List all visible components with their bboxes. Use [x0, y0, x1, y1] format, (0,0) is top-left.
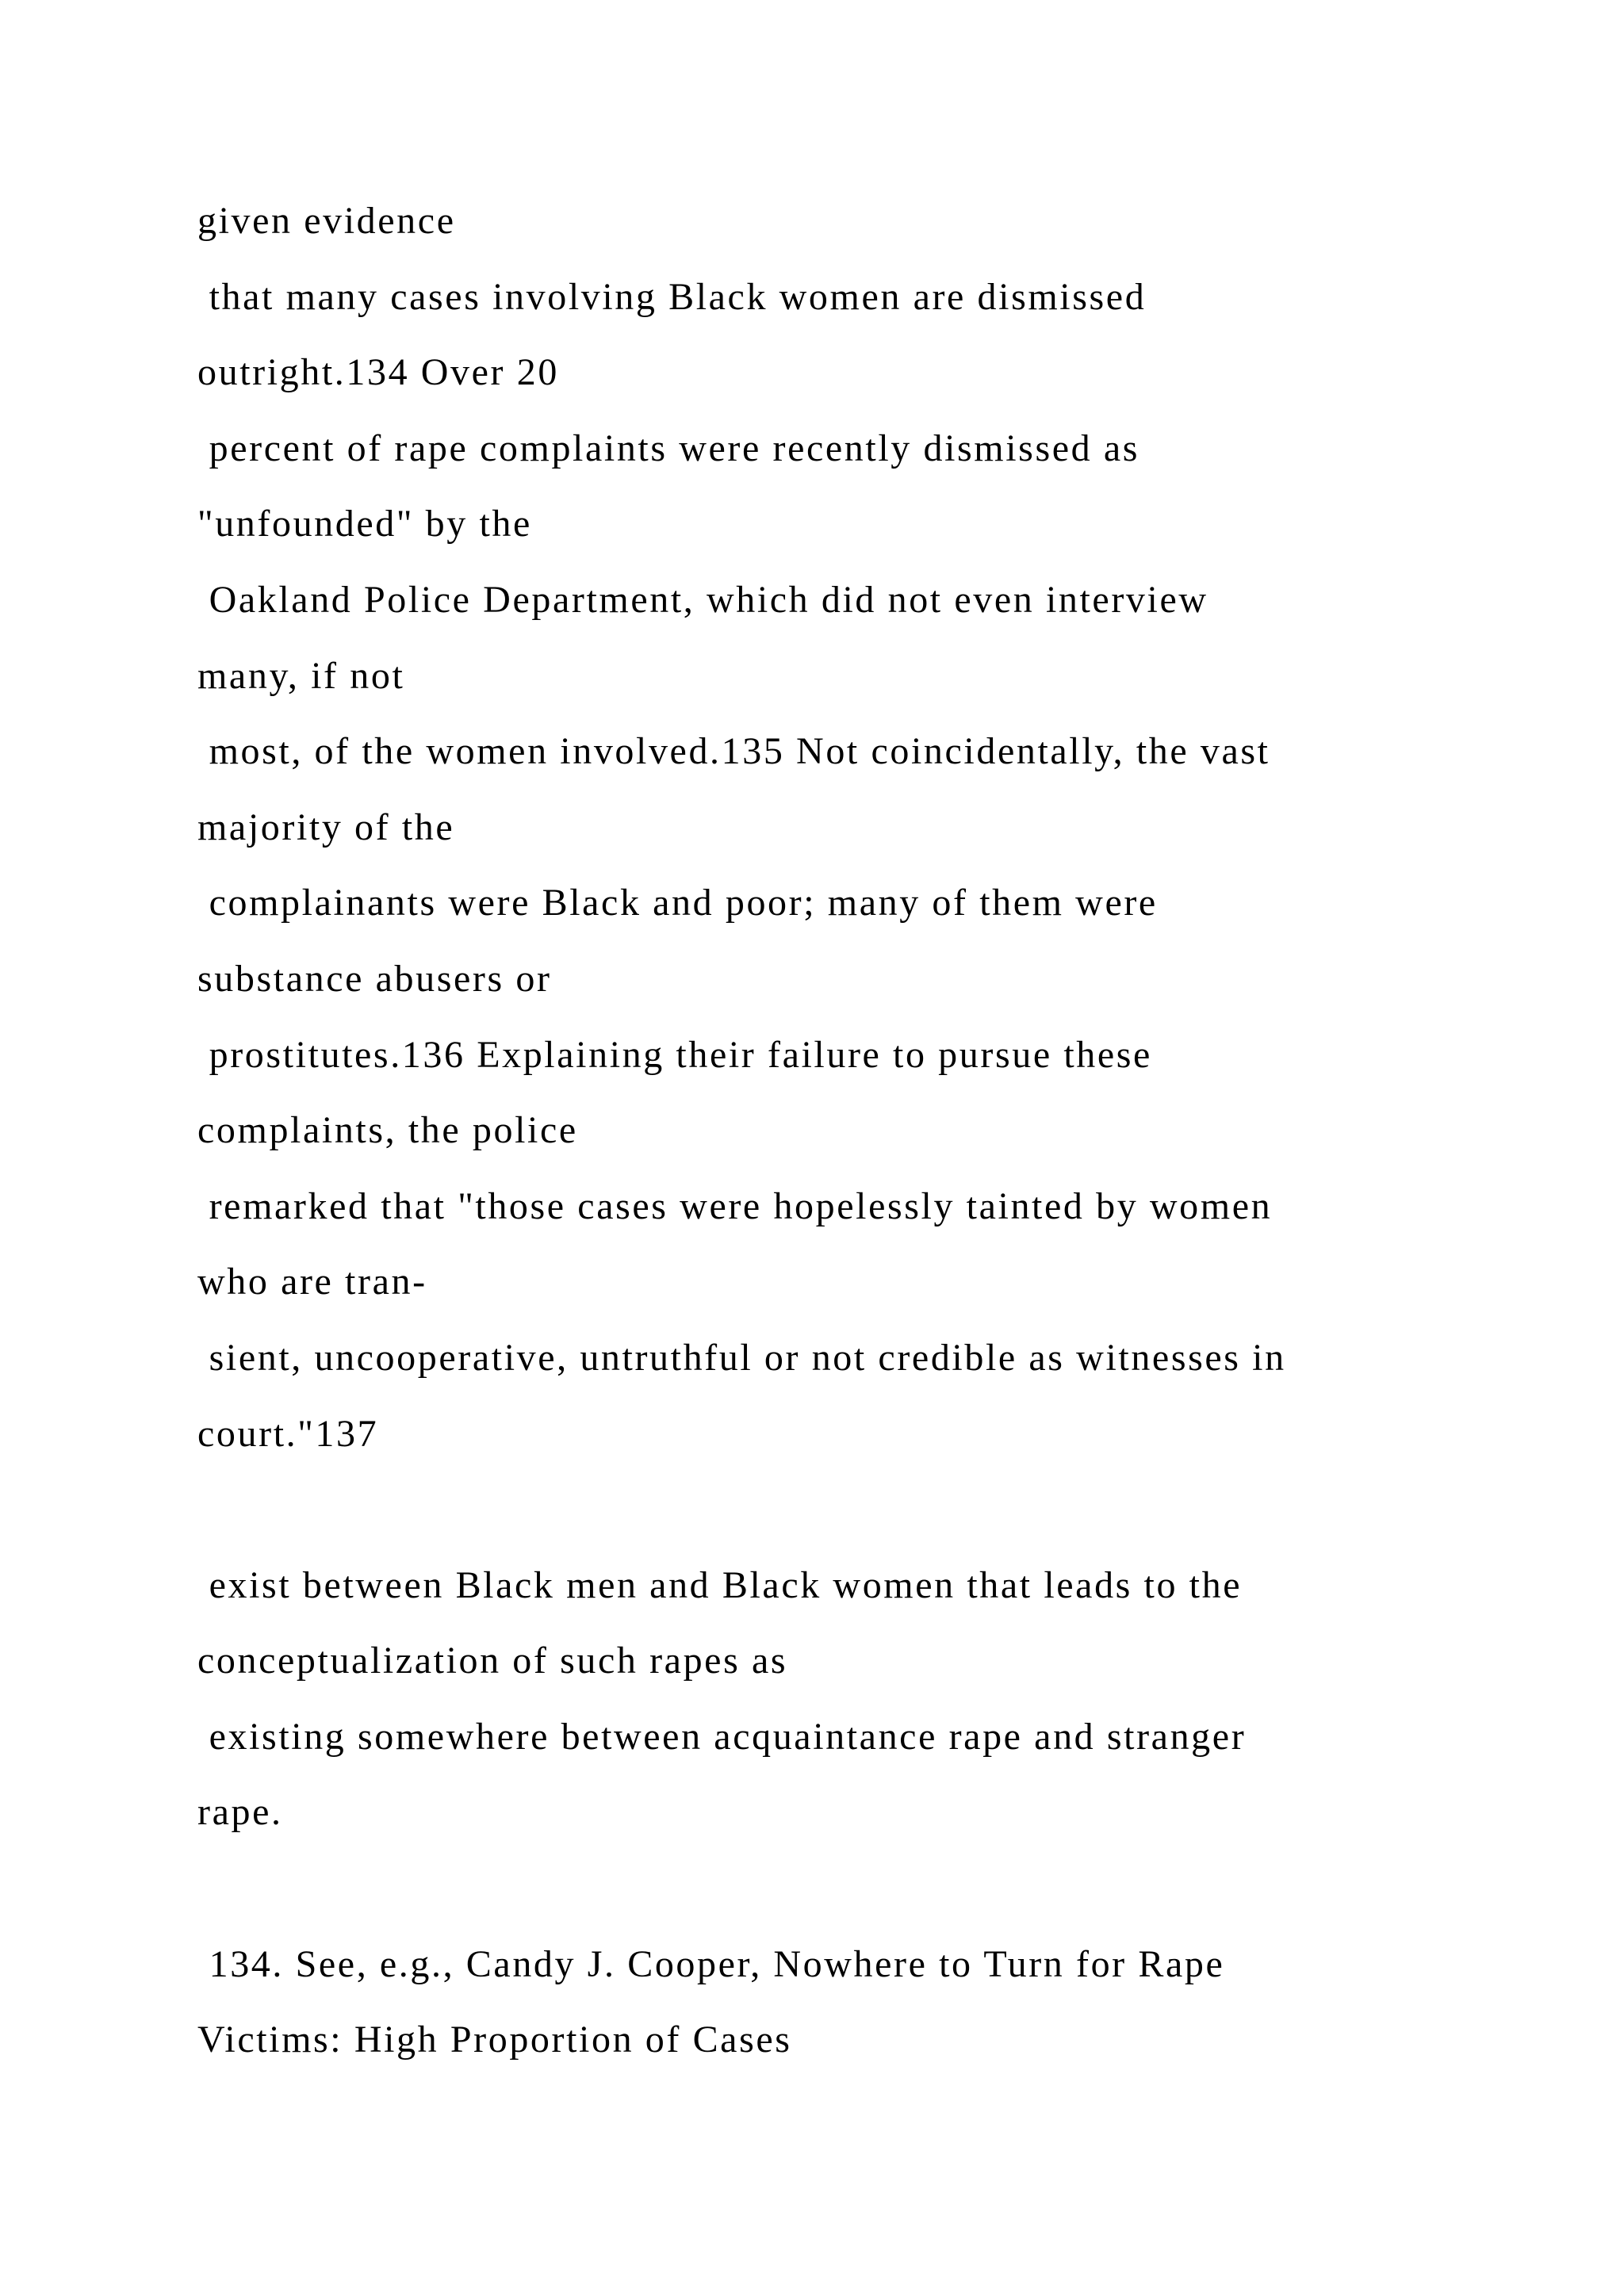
text-line: Oakland Police Department, which did not even interview	[197, 578, 1208, 621]
text-line: given evidence	[197, 200, 456, 242]
text-line: complainants were Black and poor; many of them were	[197, 882, 1158, 924]
document-text	[197, 196, 1561, 2091]
footnote-line: Victims: High Proportion of Cases	[197, 2019, 792, 2061]
text-line: percent of rape complaints were recently dismissed as	[197, 427, 1140, 469]
text-line: court."137	[197, 1412, 379, 1455]
text-line: rape.	[197, 1791, 283, 1834]
footnote-line: 134. See, e.g., Candy J. Cooper, Nowhere to Turn for Rape	[197, 1942, 1225, 1985]
text-line: substance abusers or	[197, 957, 552, 1000]
text-line: conceptualization of such rapes as	[197, 1640, 788, 1682]
text-line: exist between Black men and Black women that leads to the	[197, 1563, 1243, 1606]
text-line: many, if not	[197, 654, 405, 697]
text-line: "unfounded" by the	[197, 503, 532, 545]
text-line: remarked that "those cases were hopelessly tainted by women	[197, 1184, 1273, 1227]
text-line: outright.134 Over 20	[197, 351, 559, 394]
text-line: who are tran-	[197, 1261, 427, 1303]
paragraph-gap	[197, 1484, 1561, 1560]
text-line: majority of the	[197, 806, 455, 848]
text-line: prostitutes.136 Explaining their failure to pursue these	[197, 1033, 1152, 1076]
text-line: complaints, the police	[197, 1109, 578, 1152]
text-line: that many cases involving Black women are dismissed	[197, 275, 1147, 318]
text-line: most, of the women involved.135 Not coincidentally, the vast	[197, 730, 1270, 773]
text-line: existing somewhere between acquaintance rape and stranger	[197, 1715, 1247, 1758]
paragraph-gap	[197, 1863, 1561, 1939]
text-line: sient, uncooperative, untruthful or not credible as witnesses in	[197, 1336, 1286, 1379]
